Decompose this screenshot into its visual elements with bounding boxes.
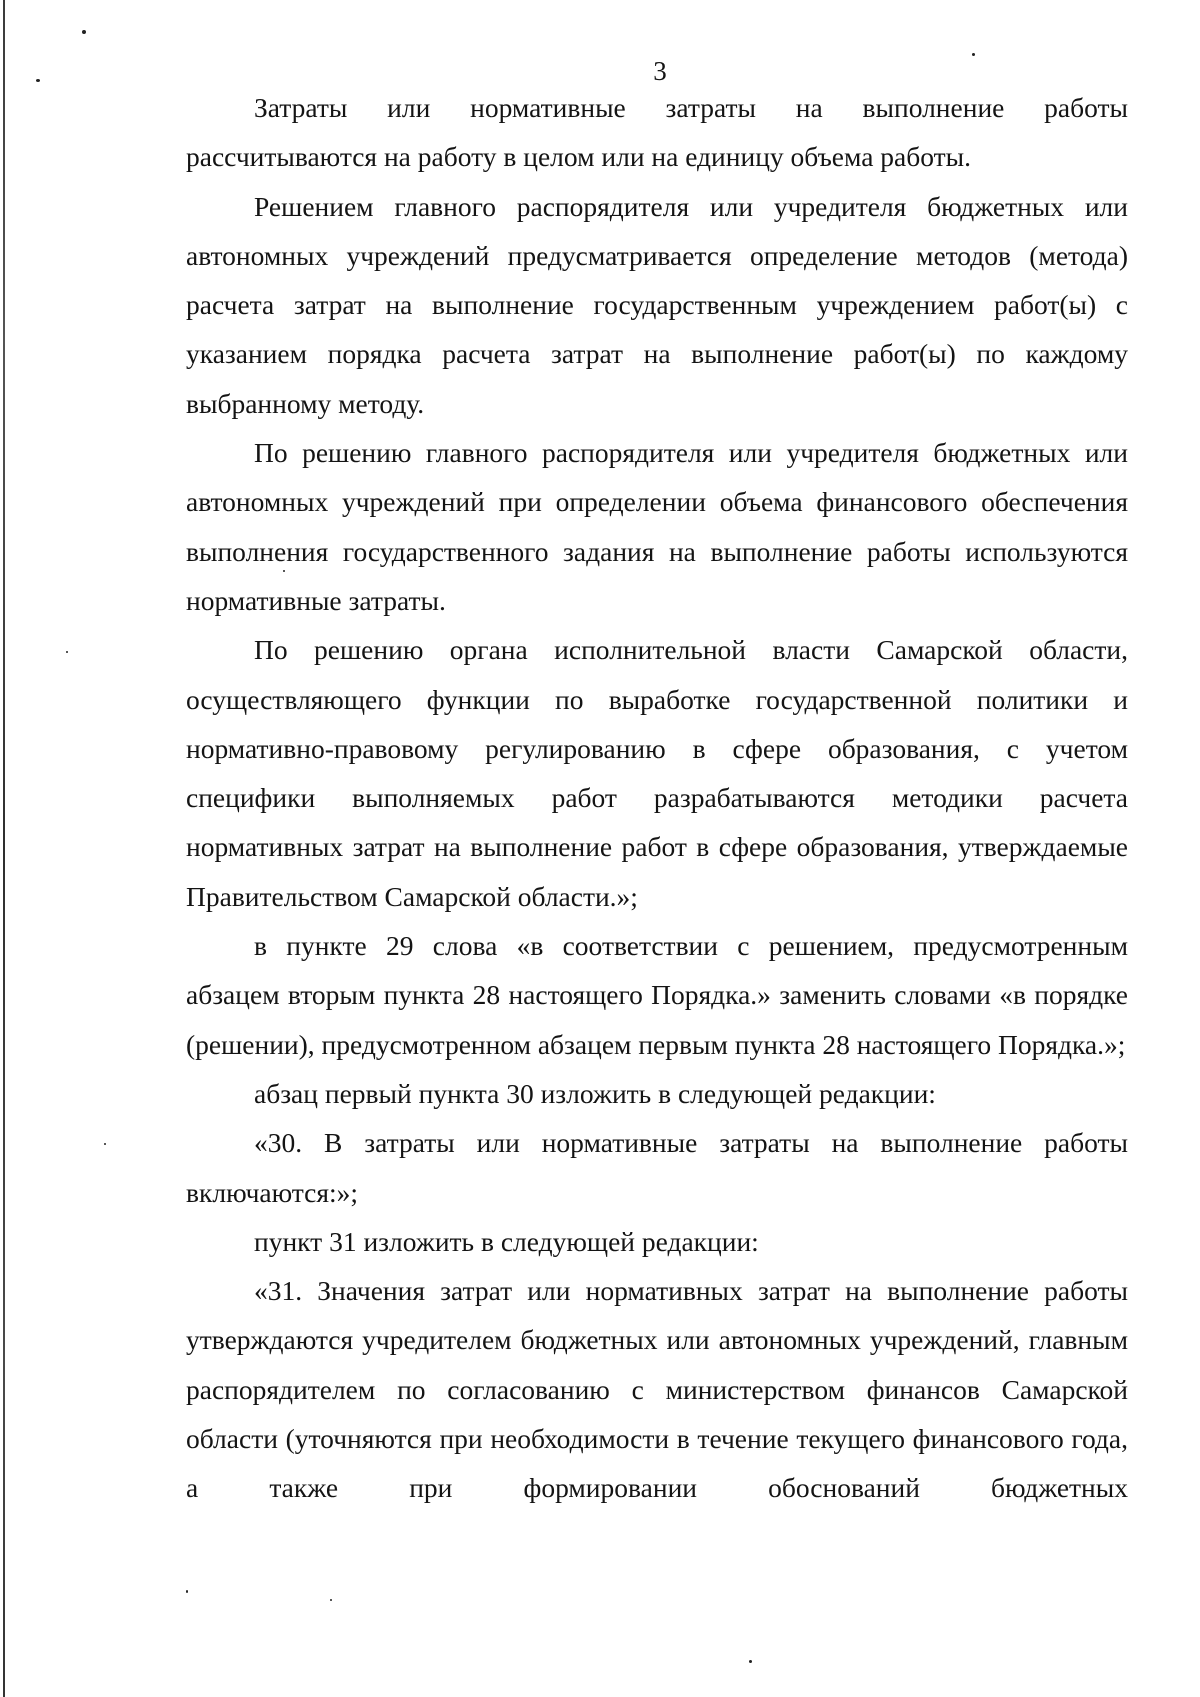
- paragraph: «31. Значения затрат или нормативных затрат на выполнение работы утверждаются учредителем бюджетных или автономных учреждений, главным распорядителем по согласованию с министерством финансов Самарской области (уточняются при необходимости в течение текущего финансового года, а также при формировании обоснований бюджетных: [186, 1275, 1128, 1504]
- paragraph: «30. В затраты или нормативные затраты на выполнение работы включаются:»;: [186, 1127, 1128, 1208]
- scan-speck: [749, 1660, 752, 1663]
- scan-left-edge: [3, 0, 5, 1697]
- scan-speck: [104, 1143, 106, 1145]
- paragraph: абзац первый пункта 30 изложить в следующей редакции:: [254, 1077, 936, 1109]
- paragraph: в пункте 29 слова «в соответствии с решением, предусмотренным абзацем вторым пункта 28 настоящего Порядка.» заменить словами «в порядке (решении), предусмотренном абзацем первым пункта 28 настоящего Порядка.»;: [186, 930, 1128, 1060]
- page-number: 3: [653, 56, 667, 86]
- paragraph: По решению органа исполнительной власти Самарской области, осуществляющего функции по выработке государственной политики и нормативно-правовому регулированию в сфере образования, с учетом специфики выполняемых работ разрабатываются методики расчета нормативных затрат на выполнение работ в сфере образования, утверждаемые Правительством Самарской области.»;: [186, 634, 1128, 912]
- scan-speck: [66, 651, 68, 653]
- document-body: [186, 83, 1128, 1513]
- paragraph: Затраты или нормативные затраты на выполнение работы рассчитываются на работу в целом или на единицу объема работы.: [186, 92, 1128, 173]
- paragraph: Решением главного распорядителя или учредителя бюджетных или автономных учреждений предусматривается определение методов (метода) расчета затрат на выполнение государственным учреждением работ(ы) с указанием порядка расчета затрат на выполнение работ(ы) по каждому выбранному методу.: [186, 190, 1128, 419]
- scan-speck: [186, 1590, 188, 1593]
- scan-speck: [330, 1599, 332, 1601]
- paragraph: По решению главного распорядителя или учредителя бюджетных или автономных учреждений при определении объема финансового обеспечения выполнения государственного задания на выполнение работы используются нормативные затраты.: [186, 437, 1128, 616]
- paragraph: пункт 31 изложить в следующей редакции:: [254, 1225, 759, 1257]
- scan-speck: [82, 30, 86, 34]
